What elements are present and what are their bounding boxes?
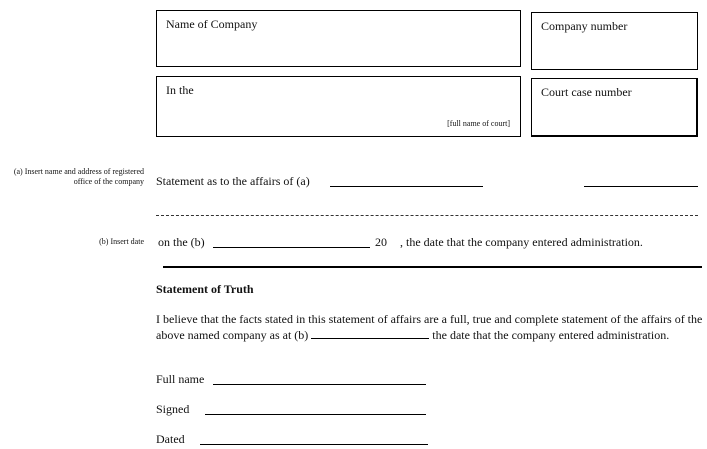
year-prefix: 20 xyxy=(375,235,387,249)
note-b: (b) Insert date xyxy=(99,237,144,246)
company-address-line-1[interactable] xyxy=(330,186,483,187)
full-name-label: Full name xyxy=(156,372,205,386)
full-name-line[interactable] xyxy=(213,384,426,385)
signature-line[interactable] xyxy=(205,414,426,415)
company-address-line-2[interactable] xyxy=(584,186,698,187)
court-hint: [full name of court] xyxy=(447,119,510,128)
dated-line[interactable] xyxy=(200,444,428,445)
date-suffix: , the date that the company entered administration. xyxy=(400,235,643,249)
company-number-box[interactable] xyxy=(531,12,698,70)
company-address-line-3[interactable] xyxy=(156,215,698,216)
truth-text-end: the date that the company entered administration. xyxy=(432,328,670,342)
section-divider xyxy=(163,266,702,268)
company-name-box[interactable] xyxy=(156,10,521,67)
court-box[interactable] xyxy=(156,76,521,137)
note-a: (a) Insert name and address of registered office of the company xyxy=(13,167,144,186)
dated-label: Dated xyxy=(156,432,185,446)
administration-date-line[interactable] xyxy=(213,247,370,248)
company-name-label: Name of Company xyxy=(166,17,258,31)
court-label: In the xyxy=(166,83,194,97)
case-number-box[interactable] xyxy=(531,78,698,137)
truth-date-line[interactable] xyxy=(311,327,429,339)
case-number-label: Court case number xyxy=(541,85,632,99)
signed-label: Signed xyxy=(156,402,190,416)
truth-paragraph xyxy=(156,312,704,343)
affairs-of-label: Statement as to the affairs of (a) xyxy=(156,174,310,188)
company-number-label: Company number xyxy=(541,19,628,33)
truth-heading: Statement of Truth xyxy=(156,282,254,296)
on-the-label: on the (b) xyxy=(158,235,205,249)
truth-text-start: I believe that the facts stated in this statement of affairs are a full, true and complete statement of the affairs of the above named company as at (b) xyxy=(156,312,703,342)
